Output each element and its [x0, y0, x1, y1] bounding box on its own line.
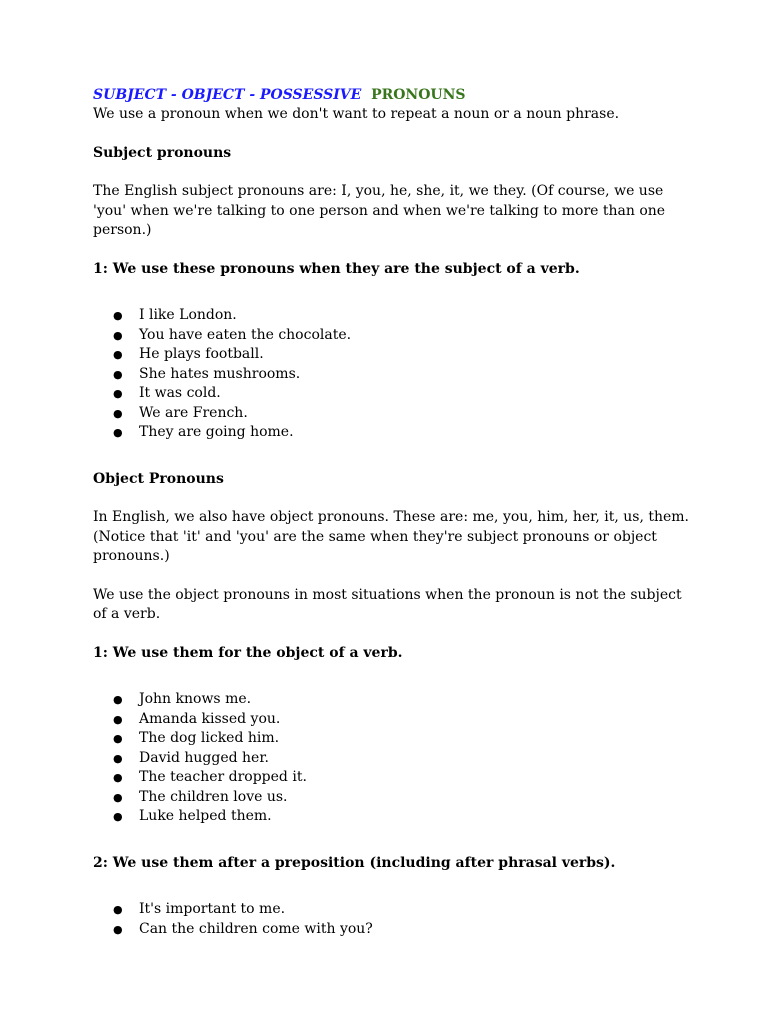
object-examples-list-2: [93, 900, 693, 939]
subject-examples-list: [93, 306, 693, 443]
object-pronouns-heading: Object Pronouns: [93, 470, 224, 487]
list-item: [93, 345, 693, 365]
list-item-text: Can the children come with you?: [139, 920, 373, 937]
bullet-icon: ●: [113, 387, 123, 400]
bullet-icon: ●: [113, 903, 123, 916]
list-item-text: Amanda kissed you.: [139, 710, 281, 727]
object-pronouns-paragraph-1: In English, we also have object pronouns. These are: me, you, him, her, it, us, them. (Notice that 'it' and 'you' are the same when they're subject pronouns or object pronouns.): [93, 509, 689, 564]
list-item-text: It's important to me.: [139, 901, 286, 917]
bullet-icon: ●: [113, 712, 123, 726]
list-item: [93, 900, 693, 920]
bullet-icon: ●: [113, 348, 123, 361]
bullet-icon: ●: [113, 922, 123, 936]
list-item-text: He plays football.: [139, 346, 264, 362]
intro-paragraph: We use a pronoun when we don't want to repeat a noun or a noun phrase.: [93, 106, 620, 122]
list-item-text: She hates mushrooms.: [139, 365, 301, 382]
object-rule-1: 1: We use them for the object of a verb.: [93, 644, 403, 661]
subject-pronouns-heading: Subject pronouns: [93, 144, 232, 161]
bullet-icon: ●: [113, 309, 123, 322]
list-item: [93, 404, 693, 424]
list-item: [93, 423, 693, 443]
list-item: [93, 768, 693, 788]
bullet-icon: ●: [113, 751, 123, 765]
list-item-text: The children love us.: [139, 788, 288, 805]
subject-rule-1: 1: We use these pronouns when they are the subject of a verb.: [93, 260, 580, 277]
object-pronouns-paragraph-2: We use the object pronouns in most situations when the pronoun is not the subject of a verb.: [93, 586, 682, 622]
list-item: [93, 710, 693, 730]
list-item: [93, 749, 693, 769]
object-examples-list-1: [93, 690, 693, 827]
bullet-icon: ●: [113, 406, 123, 420]
bullet-icon: ●: [113, 810, 123, 823]
list-item-text: The teacher dropped it.: [139, 769, 307, 785]
document-page: [93, 86, 693, 939]
bullet-icon: ●: [113, 426, 123, 439]
bullet-icon: ●: [113, 328, 123, 342]
list-item-text: David hugged her.: [139, 749, 269, 766]
list-item-text: The dog licked him.: [139, 730, 280, 746]
list-item-text: John knows me.: [139, 691, 252, 707]
object-rule-2: 2: We use them after a preposition (including after phrasal verbs).: [93, 854, 616, 871]
list-item-text: You have eaten the chocolate.: [139, 326, 352, 343]
list-item: [93, 920, 693, 940]
title-part-1: SUBJECT - OBJECT - POSSESSIVE: [93, 87, 362, 103]
list-item-text: Luke helped them.: [139, 808, 272, 824]
list-item: [93, 807, 693, 827]
title-part-2: PRONOUNS: [371, 87, 466, 103]
list-item: [93, 788, 693, 808]
list-item: [93, 326, 693, 346]
bullet-icon: ●: [113, 732, 123, 745]
list-item: [93, 690, 693, 710]
subject-pronouns-paragraph: The English subject pronouns are: I, you, he, she, it, we they. (Of course, we use 'you' when we're talking to one person and when we're talking to more than one person.): [93, 183, 666, 238]
list-item: [93, 384, 693, 404]
list-item-text: They are going home.: [139, 424, 294, 440]
list-item-text: I like London.: [139, 307, 237, 323]
page-title: [93, 86, 693, 105]
list-item-text: It was cold.: [139, 385, 221, 401]
bullet-icon: ●: [113, 790, 123, 804]
bullet-icon: ●: [113, 771, 123, 784]
list-item-text: We are French.: [139, 404, 248, 421]
list-item: [93, 306, 693, 326]
bullet-icon: ●: [113, 367, 123, 381]
list-item: [93, 365, 693, 385]
list-item: [93, 729, 693, 749]
bullet-icon: ●: [113, 693, 123, 706]
